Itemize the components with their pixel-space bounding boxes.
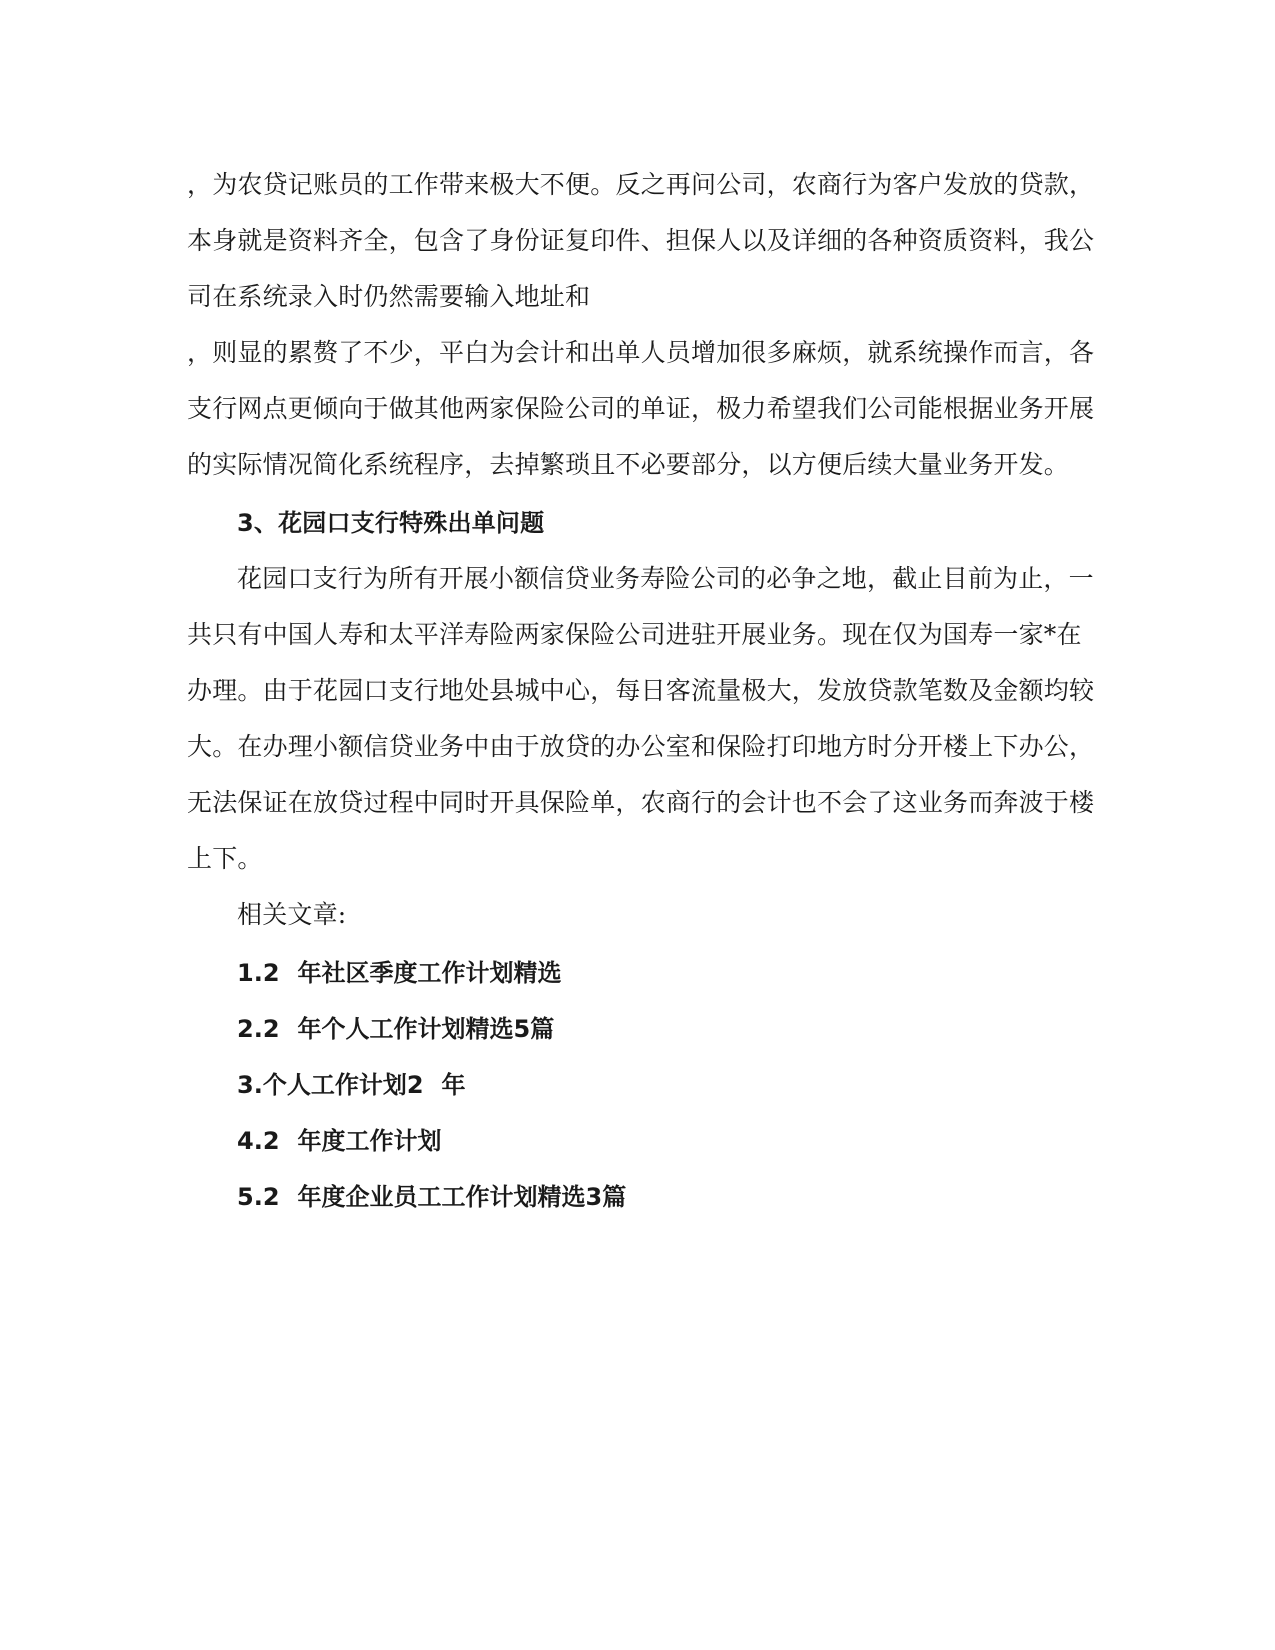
- paragraph-line: 支行网点更倾向于做其他两家保险公司的单证，极力希望我们公司能根据业务开展: [187, 394, 1095, 423]
- paragraph-line: ，则显的累赘了不少，平白为会计和出单人员增加很多麻烦，就系统操作而言，各: [187, 338, 1095, 367]
- related-link[interactable]: [237, 958, 562, 988]
- paragraph-line: 司在系统录入时仍然需要输入地址和: [187, 282, 591, 311]
- paragraph-line: ，为农贷记账员的工作带来极大不便。反之再问公司，农商行为客户发放的贷款，: [187, 170, 1095, 199]
- paragraph-line: 本身就是资料齐全，包含了身份证复印件、担保人以及详细的各种资质资料，我公: [187, 226, 1095, 255]
- related-number: 2.2: [237, 1015, 280, 1043]
- related-number: 4.2: [237, 1127, 280, 1155]
- paragraph-line: 办理。由于花园口支行地处县城中心，每日客流量极大，发放贷款笔数及金额均较: [187, 676, 1095, 705]
- related-link[interactable]: [237, 1126, 442, 1156]
- paragraph-line: 共只有中国人寿和太平洋寿险两家保险公司进驻开展业务。现在仅为国寿一家*在: [187, 620, 1082, 649]
- related-title: 年度工作计划: [297, 1127, 442, 1155]
- paragraph-line: 无法保证在放贷过程中同时开具保险单，农商行的会计也不会了这业务而奔波于楼: [187, 788, 1095, 817]
- related-link[interactable]: [237, 1182, 626, 1212]
- related-number: 5.2: [237, 1183, 280, 1211]
- related-title: 年度企业员工工作计划精选3篇: [297, 1183, 627, 1211]
- related-title: 年个人工作计划精选5篇: [297, 1015, 555, 1043]
- paragraph-line: 花园口支行为所有开展小额信贷业务寿险公司的必争之地，截止目前为止，一: [237, 564, 1094, 593]
- paragraph-line: 大。在办理小额信贷业务中由于放贷的办公室和保险打印地方时分开楼上下办公，: [187, 732, 1095, 761]
- paragraph-line: 上下。: [187, 844, 263, 873]
- related-link[interactable]: [237, 1070, 466, 1100]
- related-title: 年: [441, 1071, 466, 1099]
- related-link[interactable]: [237, 1014, 554, 1044]
- related-number: 1.2: [237, 959, 280, 987]
- related-number: 3.个人工作计划2: [237, 1071, 424, 1099]
- paragraph-line: 的实际情况简化系统程序，去掉繁琐且不必要部分，以方便后续大量业务开发。: [187, 450, 1070, 479]
- related-title: 年社区季度工作计划精选: [297, 959, 562, 987]
- section-heading: 3、花园口支行特殊出单问题: [237, 509, 545, 537]
- related-label: 相关文章:: [237, 900, 347, 929]
